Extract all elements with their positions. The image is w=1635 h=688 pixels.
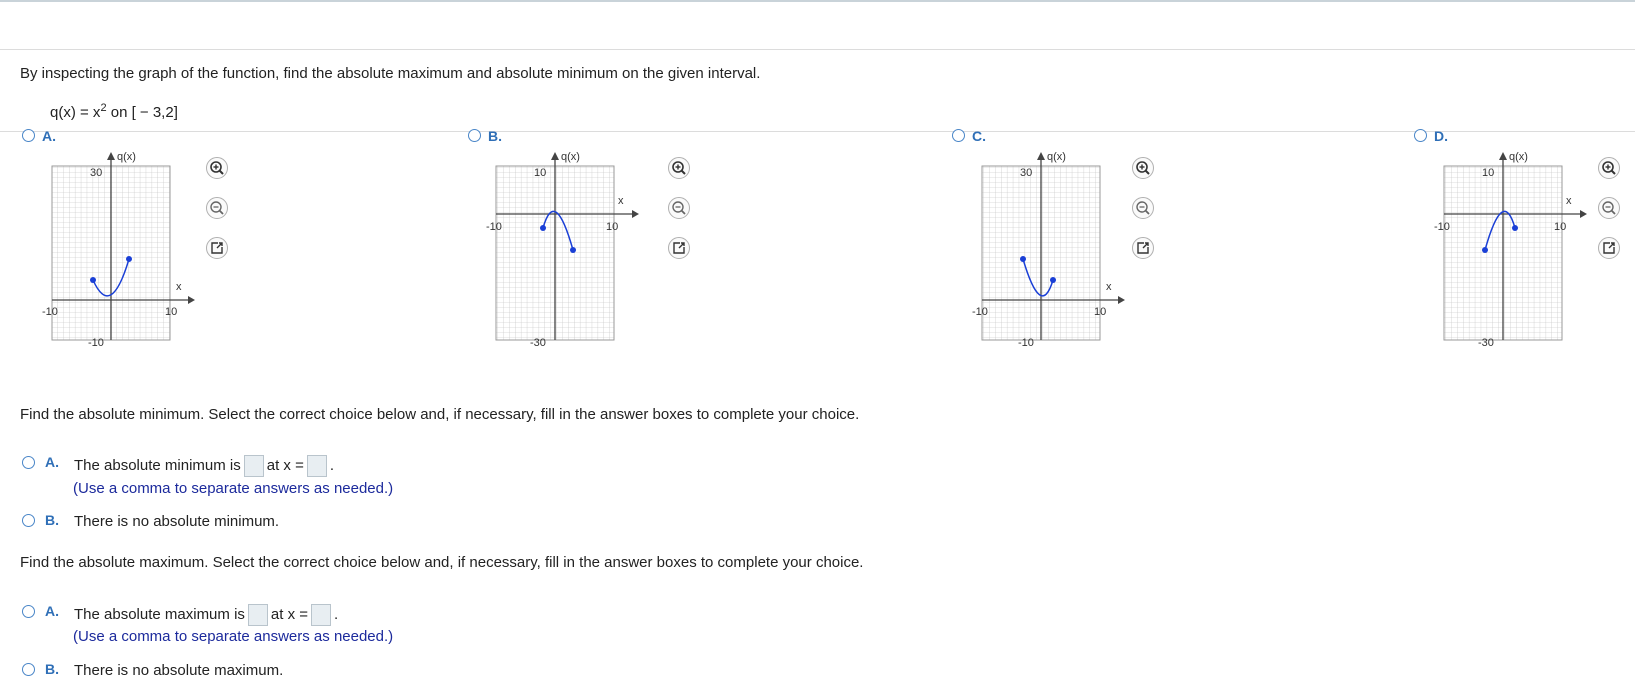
graph-b-right-endpoint: [570, 247, 576, 253]
maximum-choice-a-text-1: The absolute maximum is: [74, 605, 245, 623]
graph-c-open-new-button[interactable]: [1132, 237, 1154, 259]
graph-b-ytop: 10: [534, 167, 547, 179]
maximum-choice-b-text: There is no absolute maximum.: [74, 662, 284, 679]
maximum-value-input[interactable]: [248, 604, 268, 626]
maximum-choice-a-text-2: at x =: [270, 605, 309, 623]
graph-b-left-endpoint: [540, 225, 546, 231]
graph-c-zoom-out-button[interactable]: [1132, 197, 1154, 219]
maximum-choice-b-radio[interactable]: [22, 663, 35, 676]
graph-b: [486, 148, 646, 353]
graph-c-ytop: 30: [1020, 167, 1033, 179]
graph-b-xlabel: x: [618, 195, 624, 207]
open-in-new-window-icon: [209, 240, 225, 256]
graph-c: [972, 148, 1132, 353]
zoom-in-icon: [1601, 160, 1617, 176]
graph-c-y-arrow: [1037, 152, 1045, 160]
graph-d-right-endpoint: [1512, 225, 1518, 231]
graph-d-xright: 10: [1554, 221, 1567, 233]
graph-a-xleft: -10: [42, 306, 58, 318]
graph-c-x-arrow: [1118, 296, 1125, 304]
graph-b-ybottom: -30: [530, 337, 546, 348]
graph-a-svg: [40, 148, 200, 348]
zoom-in-icon: [671, 160, 687, 176]
graph-a-zoom-in-button[interactable]: [206, 157, 228, 179]
graph-b-zoom-in-button[interactable]: [668, 157, 690, 179]
graph-d-ytop: 10: [1482, 167, 1495, 179]
minimum-choice-a-text: [74, 455, 334, 477]
graph-b-svg: [486, 148, 646, 348]
graph-c-ylabel: q(x): [1047, 151, 1066, 163]
minimum-instruction: Find the absolute minimum. Select the correct choice below and, if necessary, fill in the answer boxes to complete your choice.: [20, 406, 860, 423]
maximum-x-input[interactable]: [311, 604, 331, 626]
minimum-choice-b-radio[interactable]: [22, 514, 35, 527]
graph-d-x-arrow: [1580, 210, 1587, 218]
graph-c-ybottom: -10: [1018, 337, 1034, 348]
graph-c-xleft: -10: [972, 306, 988, 318]
minimum-choice-a-text-1: The absolute minimum is: [74, 456, 241, 474]
graph-c-svg: [972, 148, 1132, 348]
graph-b-xleft: -10: [486, 221, 502, 233]
graph-d-xleft: -10: [1434, 221, 1450, 233]
top-border: [0, 0, 1635, 2]
zoom-out-icon: [1135, 200, 1151, 216]
minimum-choice-a-radio[interactable]: [22, 456, 35, 469]
graph-a-open-new-button[interactable]: [206, 237, 228, 259]
zoom-out-icon: [209, 200, 225, 216]
graph-d-zoom-in-button[interactable]: [1598, 157, 1620, 179]
graph-b-x-arrow: [632, 210, 639, 218]
function-lhs: q(x) = x: [50, 104, 101, 121]
graph-d-open-new-button[interactable]: [1598, 237, 1620, 259]
zoom-out-icon: [1601, 200, 1617, 216]
graph-d-zoom-out-button[interactable]: [1598, 197, 1620, 219]
function-definition: [50, 102, 178, 121]
minimum-choice-a-hint: (Use a comma to separate answers as needed.): [73, 480, 394, 497]
graph-b-xright: 10: [606, 221, 619, 233]
maximum-choice-a-text: [74, 604, 338, 626]
graph-d: [1434, 148, 1594, 353]
maximum-choice-b-letter: B.: [45, 661, 59, 677]
graph-c-xlabel: x: [1106, 281, 1112, 293]
zoom-in-icon: [209, 160, 225, 176]
graph-b-ylabel: q(x): [561, 151, 580, 163]
graph-a-ytop: 30: [90, 167, 103, 179]
graph-d-xlabel: x: [1566, 195, 1572, 207]
maximum-choice-a-radio[interactable]: [22, 605, 35, 618]
graph-a-ylabel: q(x): [117, 151, 136, 163]
graph-a-right-endpoint: [126, 256, 132, 262]
graph-choice-d-radio[interactable]: [1414, 129, 1427, 142]
zoom-in-icon: [1135, 160, 1151, 176]
graph-b-open-new-button[interactable]: [668, 237, 690, 259]
maximum-choice-a-letter: A.: [45, 603, 59, 619]
graph-d-ybottom: -30: [1478, 337, 1494, 348]
graph-choice-c-radio[interactable]: [952, 129, 965, 142]
graph-d-y-arrow: [1499, 152, 1507, 160]
function-interval: on [ − 3,2]: [106, 104, 178, 121]
graph-a-left-endpoint: [90, 277, 96, 283]
graph-d-svg: [1434, 148, 1594, 348]
open-in-new-window-icon: [1135, 240, 1151, 256]
graph-choice-b-letter: B.: [488, 128, 502, 144]
graph-d-ylabel: q(x): [1509, 151, 1528, 163]
graph-choice-a-letter: A.: [42, 128, 56, 144]
graph-c-right-endpoint: [1050, 277, 1056, 283]
graph-a-xright: 10: [165, 306, 178, 318]
graph-c-xright: 10: [1094, 306, 1107, 318]
choices-divider: [0, 131, 1635, 132]
minimum-choice-a-text-3: .: [329, 456, 335, 474]
graph-a-ybottom: -10: [88, 337, 104, 348]
header-divider: [0, 49, 1635, 50]
graph-a-zoom-out-button[interactable]: [206, 197, 228, 219]
graph-c-left-endpoint: [1020, 256, 1026, 262]
minimum-value-input[interactable]: [244, 455, 264, 477]
minimum-choice-b-letter: B.: [45, 512, 59, 528]
graph-choice-c-letter: C.: [972, 128, 986, 144]
minimum-x-input[interactable]: [307, 455, 327, 477]
open-in-new-window-icon: [671, 240, 687, 256]
graph-b-y-arrow: [551, 152, 559, 160]
open-in-new-window-icon: [1601, 240, 1617, 256]
graph-choice-a-radio[interactable]: [22, 129, 35, 142]
minimum-choice-a-letter: A.: [45, 454, 59, 470]
maximum-choice-a-text-3: .: [334, 605, 339, 623]
graph-d-left-endpoint: [1482, 247, 1488, 253]
maximum-choice-a-hint: (Use a comma to separate answers as needed.): [73, 628, 394, 645]
maximum-instruction: Find the absolute maximum. Select the correct choice below and, if necessary, fill in the answer boxes to complete your choice.: [20, 554, 864, 571]
minimum-choice-a-text-2: at x =: [266, 456, 304, 474]
zoom-out-icon: [671, 200, 687, 216]
graph-b-zoom-out-button[interactable]: [668, 197, 690, 219]
graph-a-x-arrow: [188, 296, 195, 304]
function-exponent: 2: [100, 102, 107, 114]
minimum-choice-b-text: There is no absolute minimum.: [74, 513, 280, 530]
graph-a-xlabel: x: [176, 281, 182, 293]
graph-a-y-arrow: [107, 152, 115, 160]
question-prompt: By inspecting the graph of the function, find the absolute maximum and absolute minimum on the given interval.: [20, 65, 761, 82]
graph-c-zoom-in-button[interactable]: [1132, 157, 1154, 179]
graph-choice-d-letter: D.: [1434, 128, 1448, 144]
graph-choice-b-radio[interactable]: [468, 129, 481, 142]
graph-a: [40, 148, 200, 353]
